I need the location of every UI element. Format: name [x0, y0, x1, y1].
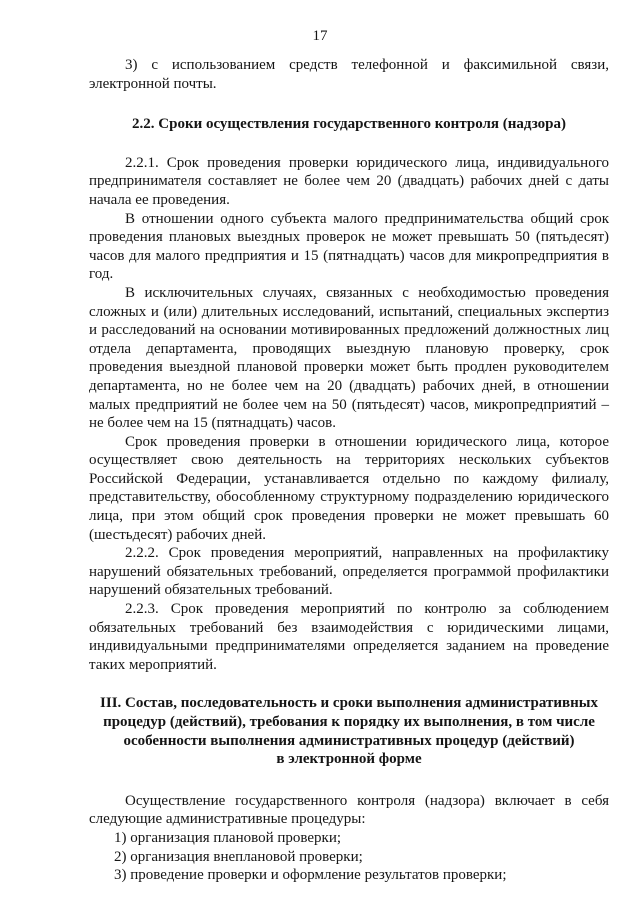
- section-heading-2-2: 2.2. Сроки осуществления государственного контроля (надзора): [132, 116, 566, 133]
- section-heading-iii-line-4: в электронной форме: [276, 751, 422, 768]
- paragraph-2-2-2: 2.2.2. Срок проведения мероприятий, направленных на профилактику нарушений обязательных требований, определяется программой профилактики нарушений обязательных требований.: [89, 545, 609, 599]
- paragraph-electronic-mail: 3) с использованием средств телефонной и факсимильной связи, электронной почты.: [89, 57, 609, 92]
- paragraph-exceptional-cases: В исключительных случаях, связанных с необходимостью проведения сложных и (или) длительных исследований, испытаний, специальных экспертиз и расследований на основании мотивированных предложений должностных лиц отдела департамента, проводящих выездную плановую проверку, срок проведения выездной плановой проверки может быть продлен руководителем департамента, но не более чем на 20 (двадцать) рабочих дней, в отношении малых предприятий не более чем на 50 (пятьдесят) часов, микропредприятий – не более чем на 15 (пятнадцать) часов.: [89, 284, 609, 432]
- page-number: 17: [312, 28, 328, 44]
- section-heading-iii-line-3: особенности выполнения административных процедур (действий): [123, 732, 575, 749]
- list-item-inspection-results: 3) проведение проверки и оформление результатов проверки;: [114, 867, 507, 884]
- section-heading-iii-line-1: III. Состав, последовательность и сроки выполнения административных: [100, 695, 598, 712]
- paragraph-procedures-intro: Осуществление государственного контроля (надзора) включает в себя следующие административные процедуры:: [89, 792, 609, 828]
- paragraph-multiple-regions: Срок проведения проверки в отношении юридического лица, которое осуществляет свою деятельность на территориях нескольких субъектов Российской Федерации, устанавливается отдельно по каждому филиалу, представительству, обособленному структурному подразделению юридического лица, при этом общий срок проведения проверки не может превышать 60 (шестьдесят) рабочих дней.: [89, 433, 609, 543]
- section-heading-iii: [89, 694, 609, 768]
- paragraph-2-2-3: 2.2.3. Срок проведения мероприятий по контролю за соблюдением обязательных требований без взаимодействия с юридическими лицами, индивидуальными предпринимателями определяется заданием на проведение таких мероприятий.: [89, 601, 609, 673]
- paragraph-2-2-1: 2.2.1. Срок проведения проверки юридического лица, индивидуального предпринимателя составляет не более чем 20 (двадцать) рабочих дней с даты начала ее проведения.: [89, 154, 609, 208]
- list-item-unplanned-inspection: 2) организация внеплановой проверки;: [114, 848, 363, 865]
- section-heading-iii-line-2: процедур (действий), требования к порядку их выполнения, в том числе: [103, 714, 595, 730]
- document-body: [89, 56, 609, 885]
- paragraph-small-business-term: В отношении одного субъекта малого предпринимательства общий срок проведения плановых выездных проверок не может превышать 50 (пятьдесят) часов для малого предприятия и 15 (пятнадцать) часов для микропредприятия в год.: [89, 210, 609, 283]
- list-item-planned-inspection: 1) организация плановой проверки;: [114, 829, 342, 846]
